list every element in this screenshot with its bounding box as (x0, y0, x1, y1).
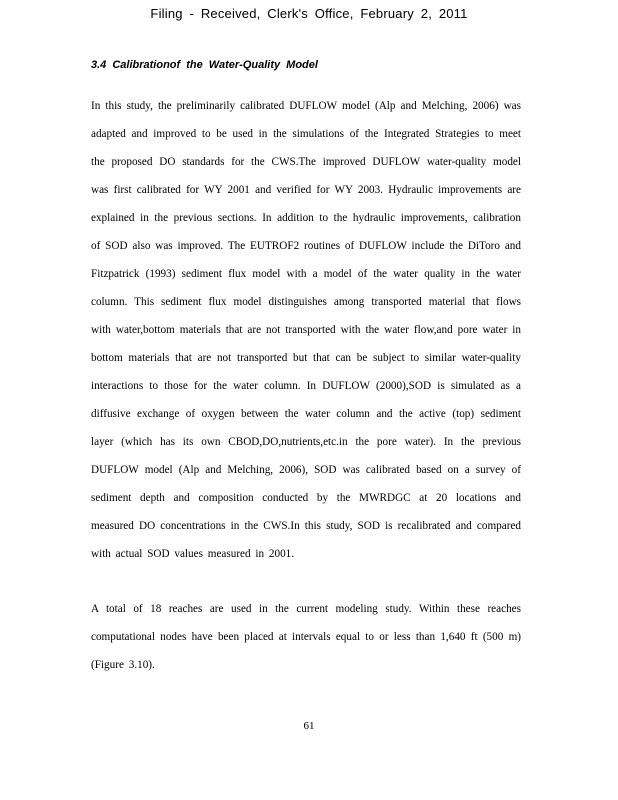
section-heading: 3.4 Calibrationof the Water-Quality Model (91, 59, 318, 71)
page-number: 61 (303, 720, 315, 732)
body-paragraph-2: A total of 18 reaches are used in the current modeling study. Within these reaches computational nodes have been placed at intervals equal to or less than 1,640 ft (500 m) (Figure 3.10). (91, 603, 521, 671)
body-paragraph-1: In this study, the preliminarily calibrated DUFLOW model (Alp and Melching, 2006) was adapted and improved to be used in the simulations of the Integrated Strategies to meet the proposed DO standards for the CWS.The improved DUFLOW water-quality model was first calibrated for WY 2001 and verified for WY 2003. Hydraulic improvements are explained in the previous sections. In addition to the hydraulic improvements, calibration of SOD also was improved. The EUTROF2 routines of DUFLOW include the DiToro and Fitzpatrick (1993) sediment flux model with a model of the water quality in the water column. This sediment flux model distinguishes among transported material that flows with water,bottom materials that are not transported with the water flow,and pore water in bottom materials that are not transported but that can be subject to similar water-quality interactions to those for the water column. In DUFLOW (2000),SOD is simulated as a diffusive exchange of oxygen between the water column and the active (top) sediment layer (which has its own CBOD,DO,nutrients,etc.in the pore water). In the previous DUFLOW model (Alp and Melching, 2006), SOD was calibrated based on a survey of sediment depth and composition conducted by the MWRDGC at 20 locations and measured DO concentrations in the CWS.In this study, SOD is recalibrated and compared with actual SOD values measured in 2001. (91, 100, 521, 560)
filing-header: Filing - Received, Clerk's Office, February 2, 2011 (150, 6, 468, 21)
